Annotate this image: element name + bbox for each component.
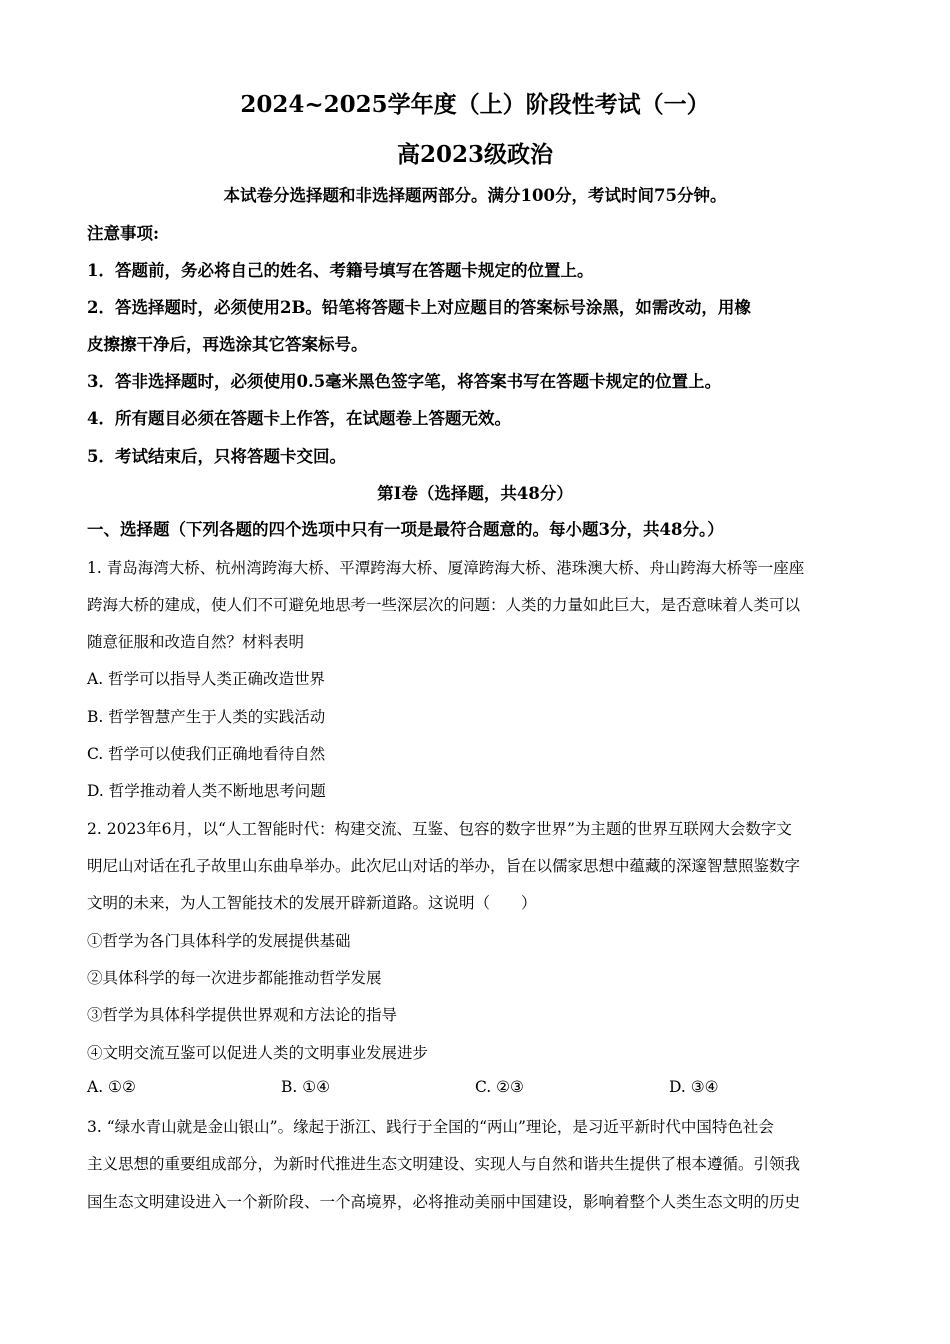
question-2-statement: ③哲学为具体科学提供世界观和方法论的指导 xyxy=(87,1006,398,1024)
question-1-stem: 随意征服和改造自然？材料表明 xyxy=(87,633,305,651)
exam-title: 2024~2025学年度（上）阶段性考试（一） xyxy=(240,91,710,118)
notice-item: 2．答选择题时，必须使用2B。铅笔将答题卡上对应题目的答案标号涂黑，如需改动，用橡 xyxy=(87,298,751,317)
question-2-statement: ②具体科学的每一次进步都能推动哲学发展 xyxy=(87,969,382,987)
question-2-stem: 2. 2023年6月，以“人工智能时代：构建交流、互鉴、包容的数字世界”为主题的世界互联网大会数字文 xyxy=(87,820,792,838)
question-2-statement: ①哲学为各门具体科学的发展提供基础 xyxy=(87,932,351,950)
question-2-option-b: B. ①④ xyxy=(281,1078,331,1096)
question-2-option-d: D. ③④ xyxy=(669,1078,719,1096)
question-2-stem: 明尼山对话在孔子故里山东曲阜举办。此次尼山对话的举办，旨在以儒家思想中蕴藏的深邃智慧照鉴数字 xyxy=(87,857,801,875)
notice-item: 3．答非选择题时，必须使用0.5毫米黑色签字笔，将答案书写在答题卡规定的位置上。 xyxy=(87,372,722,391)
question-1-option-d: D. 哲学推动着人类不断地思考问题 xyxy=(87,782,326,800)
question-2-statement: ④文明交流互鉴可以促进人类的文明事业发展进步 xyxy=(87,1044,429,1062)
exam-intro: 本试卷分选择题和非选择题两部分。满分100分，考试时间75分钟。 xyxy=(223,186,727,205)
section-heading: 一、选择题（下列各题的四个选项中只有一项是最符合题意的。每小题3分，共48分。） xyxy=(87,520,724,539)
question-1-option-a: A. 哲学可以指导人类正确改造世界 xyxy=(87,670,326,688)
notice-item: 1．答题前，务必将自己的姓名、考籍号填写在答题卡规定的位置上。 xyxy=(87,261,594,280)
question-2-option-c: C. ②③ xyxy=(475,1078,524,1096)
question-1-option-b: B. 哲学智慧产生于人类的实践活动 xyxy=(87,708,326,726)
question-1-stem: 1. 青岛海湾大桥、杭州湾跨海大桥、平潭跨海大桥、厦漳跨海大桥、港珠澳大桥、舟山跨海大桥等一座座 xyxy=(87,559,805,577)
question-3-stem: 3. “绿水青山就是金山银山”。缘起于浙江、践行于全国的“两山”理论，是习近平新时代中国特色社会 xyxy=(87,1118,774,1136)
notice-item: 4．所有题目必须在答题卡上作答，在试题卷上答题无效。 xyxy=(87,409,511,428)
notice-item: 5．考试结束后，只将答题卡交回。 xyxy=(87,447,346,466)
question-1-option-c: C. 哲学可以使我们正确地看待自然 xyxy=(87,745,326,763)
question-3-stem: 主义思想的重要组成部分，为新时代推进生态文明建设、实现人与自然和谐共生提供了根本遵循。引领我 xyxy=(87,1155,801,1173)
question-3-stem: 国生态文明建设进入一个新阶段、一个高境界，必将推动美丽中国建设，影响着整个人类生态文明的历史 xyxy=(87,1193,801,1211)
question-2-option-a: A. ①② xyxy=(87,1078,136,1096)
notice-item: 皮擦擦干净后，再选涂其它答案标号。 xyxy=(87,335,368,354)
question-2-options xyxy=(87,1078,867,1102)
exam-subtitle: 高2023级政治 xyxy=(396,141,553,168)
question-2-stem: 文明的未来，为人工智能技术的发展开辟新道路。这说明（ ） xyxy=(87,894,537,912)
part-title: 第Ⅰ卷（选择题，共48分） xyxy=(377,484,573,503)
notice-heading: 注意事项: xyxy=(87,224,160,243)
question-1-stem: 跨海大桥的建成，使人们不可避免地思考一些深层次的问题：人类的力量如此巨大，是否意味着人类可以 xyxy=(87,596,801,614)
